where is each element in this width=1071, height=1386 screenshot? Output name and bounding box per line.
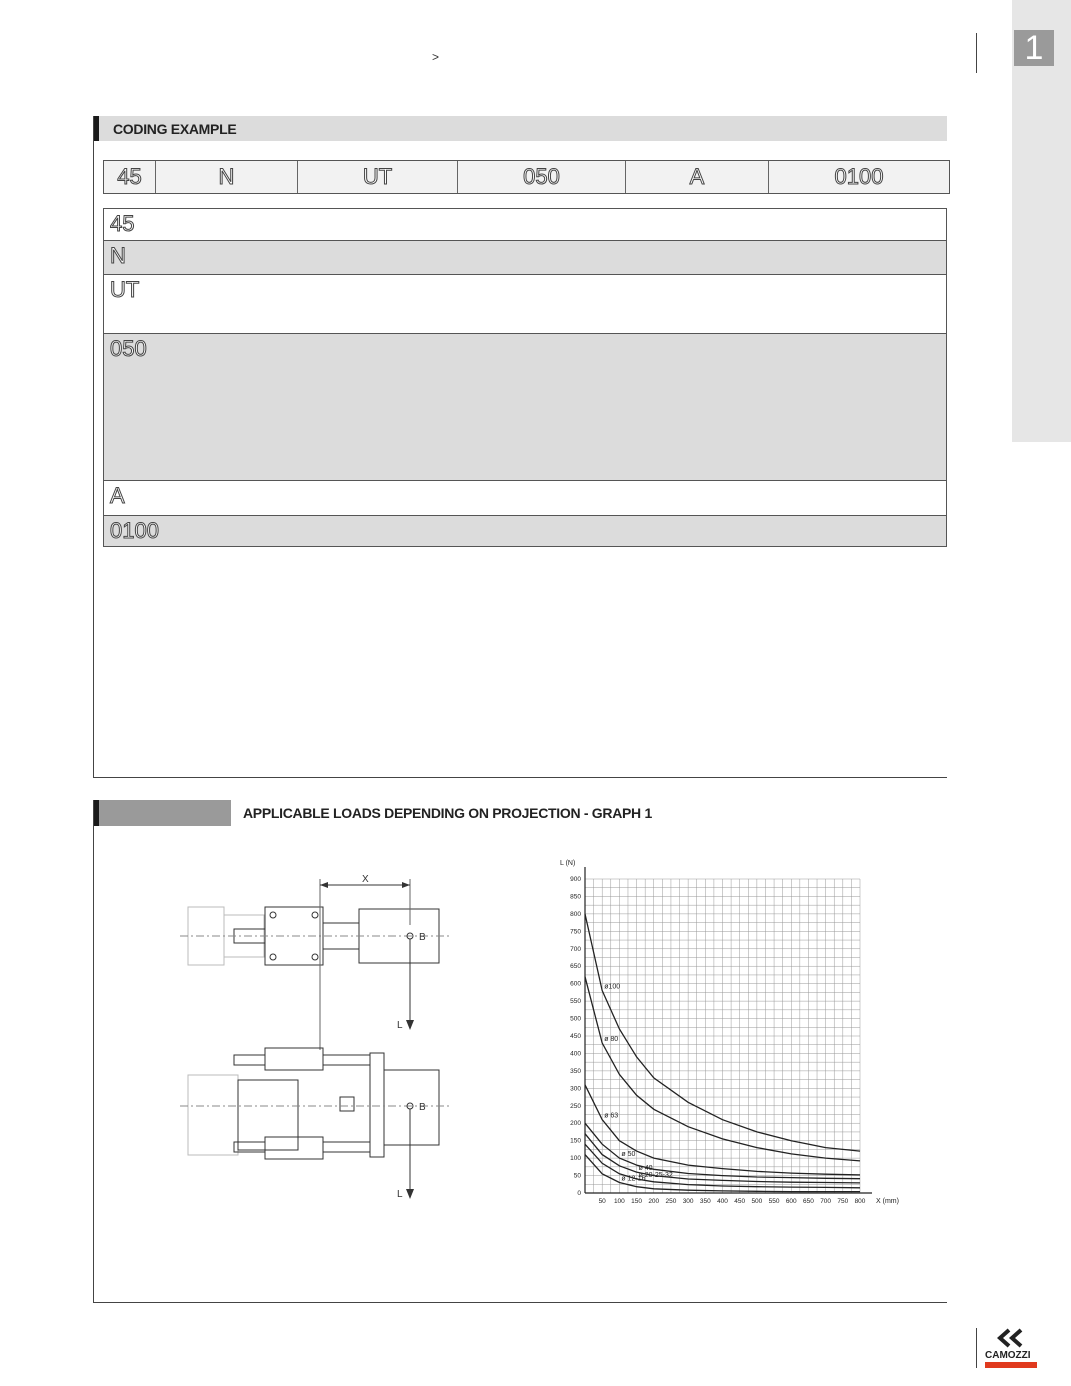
code-cell-version: N [156, 161, 298, 193]
series-label: ø 40 [638, 1165, 653, 1173]
desc-code: UT [110, 277, 140, 302]
desc-row [104, 516, 946, 546]
x-tick-label: 700 [820, 1198, 832, 1205]
desc-code: 0100 [110, 518, 159, 543]
point-label: B [419, 932, 426, 943]
code-cell-option: A [626, 161, 769, 193]
code-cell-type: UT [298, 161, 458, 193]
x-tick-label: 400 [717, 1198, 728, 1205]
y-tick-label: 350 [570, 1067, 581, 1075]
loads-section-title: APPLICABLE LOADS DEPENDING ON PROJECTION - GRAPH 1 [243, 805, 652, 821]
x-tick-label: 650 [803, 1198, 814, 1205]
x-tick-label: 200 [648, 1198, 660, 1205]
guide-block [265, 1048, 323, 1070]
guide-rod [234, 1055, 265, 1065]
code-cell-stroke: 0100 [769, 161, 949, 193]
x-tick-label: 100 [613, 1198, 625, 1205]
section-marker [94, 116, 99, 141]
series-label: ø100 [604, 983, 621, 991]
y-tick-label: 400 [570, 1050, 581, 1058]
breadcrumb: > [432, 50, 440, 64]
coding-example-title: CODING EXAMPLE [113, 121, 237, 137]
brand-bar [985, 1362, 1037, 1368]
desc-row [104, 334, 946, 481]
load-label: L [397, 1020, 403, 1031]
code-cell-bore: 050 [458, 161, 626, 193]
bolt-hole [270, 912, 276, 918]
y-tick-label: 900 [570, 876, 581, 883]
desc-row [104, 209, 946, 241]
series-label: ø 20-25-32 [638, 1172, 673, 1180]
code-cell-series: 45 [104, 161, 156, 193]
y-tick-label: 750 [570, 928, 581, 936]
guide-rod [323, 1142, 370, 1152]
bolt-hole [312, 954, 318, 960]
y-tick-label: 700 [570, 945, 581, 953]
section-label-box [99, 800, 231, 826]
bolt-hole [270, 954, 276, 960]
footer-divider [976, 1328, 977, 1368]
load-projection-chart [555, 850, 915, 1215]
x-tick-label: 50 [598, 1198, 606, 1205]
desc-code: N [110, 243, 126, 268]
x-tick-label: 500 [751, 1198, 763, 1205]
load-label: L [397, 1189, 403, 1200]
series-label: ø 12-16 [621, 1175, 646, 1183]
series-label: ø 80 [604, 1035, 619, 1043]
x-tick-label: 150 [631, 1198, 642, 1205]
y-tick-label: 250 [570, 1102, 581, 1110]
nut [340, 1097, 354, 1111]
section-frame-left [93, 116, 94, 778]
guide-rod [323, 1055, 370, 1065]
series-label: ø 50 [621, 1151, 636, 1159]
x-tick-label: 450 [734, 1198, 746, 1205]
x-tick-label: 550 [768, 1198, 780, 1205]
y-tick-label: 550 [570, 998, 581, 1006]
desc-row [104, 275, 946, 334]
section-frame-bottom [93, 1302, 947, 1303]
cylinder-drawing [170, 865, 460, 1210]
coding-example-header [94, 116, 947, 141]
desc-row [104, 241, 946, 275]
section-frame-left [93, 800, 94, 1303]
arrow-head [406, 1189, 414, 1199]
point-label: B [419, 1102, 426, 1113]
x-tick-label: 750 [837, 1198, 849, 1205]
y-tick-label: 850 [570, 893, 581, 901]
y-tick-label: 150 [570, 1137, 581, 1145]
y-tick-label: 200 [570, 1120, 581, 1128]
y-tick-label: 300 [570, 1085, 581, 1093]
arrow-head [406, 1020, 414, 1030]
desc-code: A [110, 483, 125, 508]
dimension-label: X [362, 874, 369, 885]
desc-code: 050 [110, 336, 147, 361]
guide-block [265, 1137, 323, 1159]
y-tick-label: 450 [570, 1033, 581, 1040]
arrow-head [320, 882, 328, 888]
x-tick-label: 600 [785, 1198, 797, 1205]
desc-row [104, 481, 946, 516]
y-tick-label: 600 [570, 980, 581, 988]
series-label: ø 63 [604, 1112, 619, 1120]
camozzi-logo-mark [997, 1328, 1027, 1348]
y-tick-label: 650 [570, 963, 581, 971]
y-tick-label: 500 [570, 1015, 581, 1023]
y-tick-label: 800 [570, 910, 581, 918]
y-axis-label: L (N) [560, 860, 576, 867]
x-tick-label: 350 [699, 1198, 711, 1205]
arrow-head [402, 882, 410, 888]
load-plate [384, 1070, 439, 1145]
header-divider [976, 33, 977, 73]
front-plate [370, 1053, 384, 1157]
y-tick-label: 50 [573, 1172, 581, 1180]
x-axis-label: X (mm) [876, 1198, 899, 1205]
camozzi-logo-text: CAMOZZI [985, 1350, 1031, 1361]
cylinder-body [238, 1080, 298, 1150]
coding-description-table [103, 208, 947, 547]
chapter-number[interactable]: 1 [1014, 30, 1054, 66]
bolt-hole [312, 912, 318, 918]
y-tick-label: 0 [577, 1190, 581, 1197]
section-frame-bottom [93, 777, 947, 778]
x-tick-label: 250 [665, 1198, 677, 1205]
x-tick-label: 300 [682, 1198, 694, 1205]
x-tick-label: 800 [854, 1198, 866, 1205]
cylinder-body-ghost [188, 1075, 238, 1155]
code-row [103, 160, 950, 194]
y-tick-label: 100 [570, 1155, 581, 1163]
desc-code: 45 [110, 211, 135, 236]
